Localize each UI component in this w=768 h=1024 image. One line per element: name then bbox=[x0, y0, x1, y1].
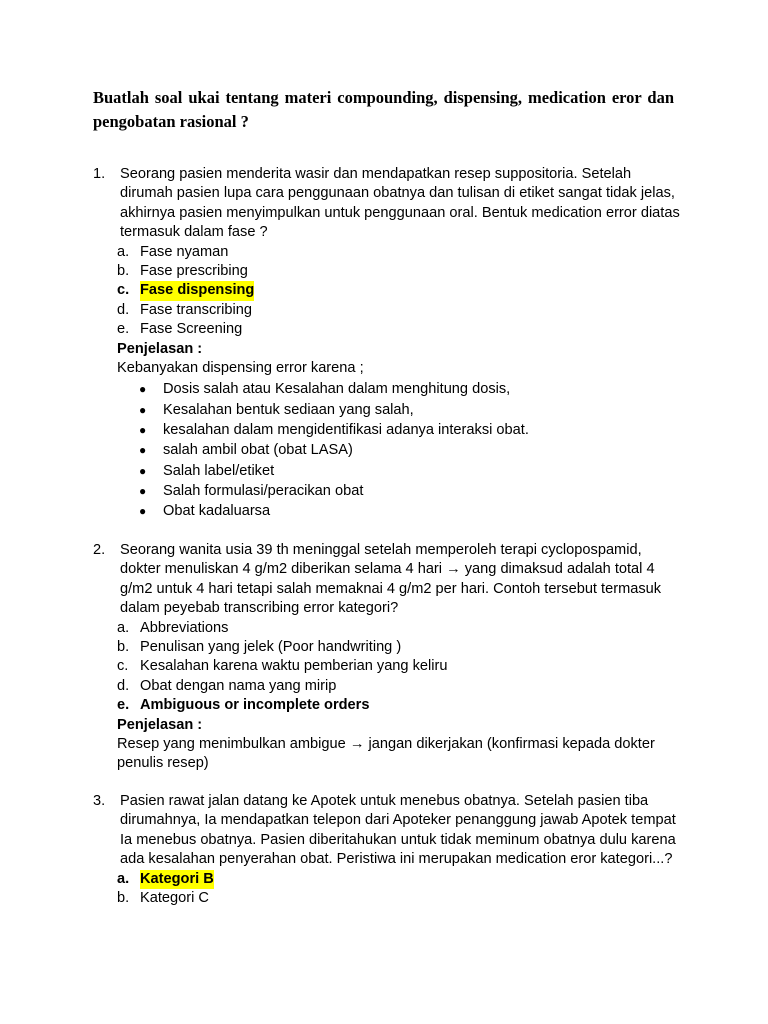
question-1 bbox=[93, 165, 683, 522]
highlighted-answer: Kategori B bbox=[140, 870, 214, 889]
option-b: b. Fase prescribing bbox=[117, 263, 248, 280]
option-d: d. Fase transcribing bbox=[117, 301, 252, 318]
explanation-text: Kebanyakan dispensing error karena ; bbox=[117, 360, 364, 377]
option-a: a. Fase nyaman bbox=[117, 243, 229, 260]
explanation-text: Resep yang menimbulkan ambigue → jangan dikerjakan (konfirmasi kepada dokter penulis resep) bbox=[117, 736, 655, 772]
option-b: b. Kategori C bbox=[117, 890, 209, 907]
option-e: e. Fase Screening bbox=[117, 321, 243, 338]
highlighted-answer: Fase dispensing bbox=[140, 281, 254, 300]
explanation-label: Penjelasan : bbox=[117, 716, 203, 733]
bullet-item: ● Salah formulasi/peracikan obat bbox=[139, 482, 364, 499]
option-d: d. Obat dengan nama yang mirip bbox=[117, 677, 337, 694]
bullet-item: ● Dosis salah atau Kesalahan dalam menghitung dosis, bbox=[139, 381, 511, 398]
question-text: Pasien rawat jalan datang ke Apotek untuk menebus obatnya. Setelah pasien tiba dirumahnya, Ia mendapatkan telepon dari Apoteker penanggung jawab Apotek tempat Ia menebus obatnya. Pasien diberitahukan untuk tidak meminum obatnya dulu karena ada kesalahan penyerahan obat. Peristiwa ini merupakan medication eror kategori...? bbox=[120, 793, 676, 868]
question-text: Seorang pasien menderita wasir dan mendapatkan resep suppositoria. Setelah dirumah pasien lupa cara penggunaan obatnya dan tulisan di etiket sangat tidak jelas, akhirnya pasien menyimpulkan untuk penggunaan oral. Bentuk medication error diatas termasuk dalam fase ? bbox=[120, 166, 680, 241]
bullet-item: ● Salah label/etiket bbox=[139, 462, 275, 479]
question-number: 2. bbox=[93, 542, 106, 558]
option-a: a. Abbreviations bbox=[117, 619, 229, 636]
option-a-answer: a. Kategori B bbox=[117, 870, 683, 889]
option-e-answer: e. Ambiguous or incomplete orders bbox=[117, 697, 370, 714]
bullet-item: ● salah ambil obat (obat LASA) bbox=[139, 442, 353, 459]
question-number: 3. bbox=[93, 793, 106, 809]
document-title: Buatlah soal ukai tentang materi compounding, dispensing, medication eror dan pengobatan rasional ? bbox=[93, 88, 674, 131]
question-3 bbox=[93, 792, 683, 908]
option-b: b. Penulisan yang jelek (Poor handwriting ) bbox=[117, 639, 402, 656]
question-text: Seorang wanita usia 39 th meninggal setelah memperoleh terapi cyclopospamid, dokter menuliskan 4 g/m2 diberikan selama 4 hari → yang dimaksud adalah total 4 g/m2 untuk 4 hari tetapi salah memaknai 4 g/m2 per hari. Contoh tersebut termasuk dalam peyebab transcribing error kategori? bbox=[120, 542, 662, 617]
bullet-item: ● Kesalahan bentuk sediaan yang salah, bbox=[139, 401, 414, 418]
explanation-bullets bbox=[117, 379, 683, 521]
bullet-item: ● kesalahan dalam mengidentifikasi adanya interaksi obat. bbox=[139, 422, 529, 439]
question-number: 1. bbox=[93, 166, 106, 182]
option-c-answer: c. Fase dispensing bbox=[117, 281, 683, 300]
explanation-label: Penjelasan : bbox=[117, 340, 203, 357]
option-c: c. Kesalahan karena waktu pemberian yang keliru bbox=[117, 658, 448, 675]
bullet-item: ● Obat kadaluarsa bbox=[139, 503, 271, 520]
question-2 bbox=[93, 541, 683, 774]
